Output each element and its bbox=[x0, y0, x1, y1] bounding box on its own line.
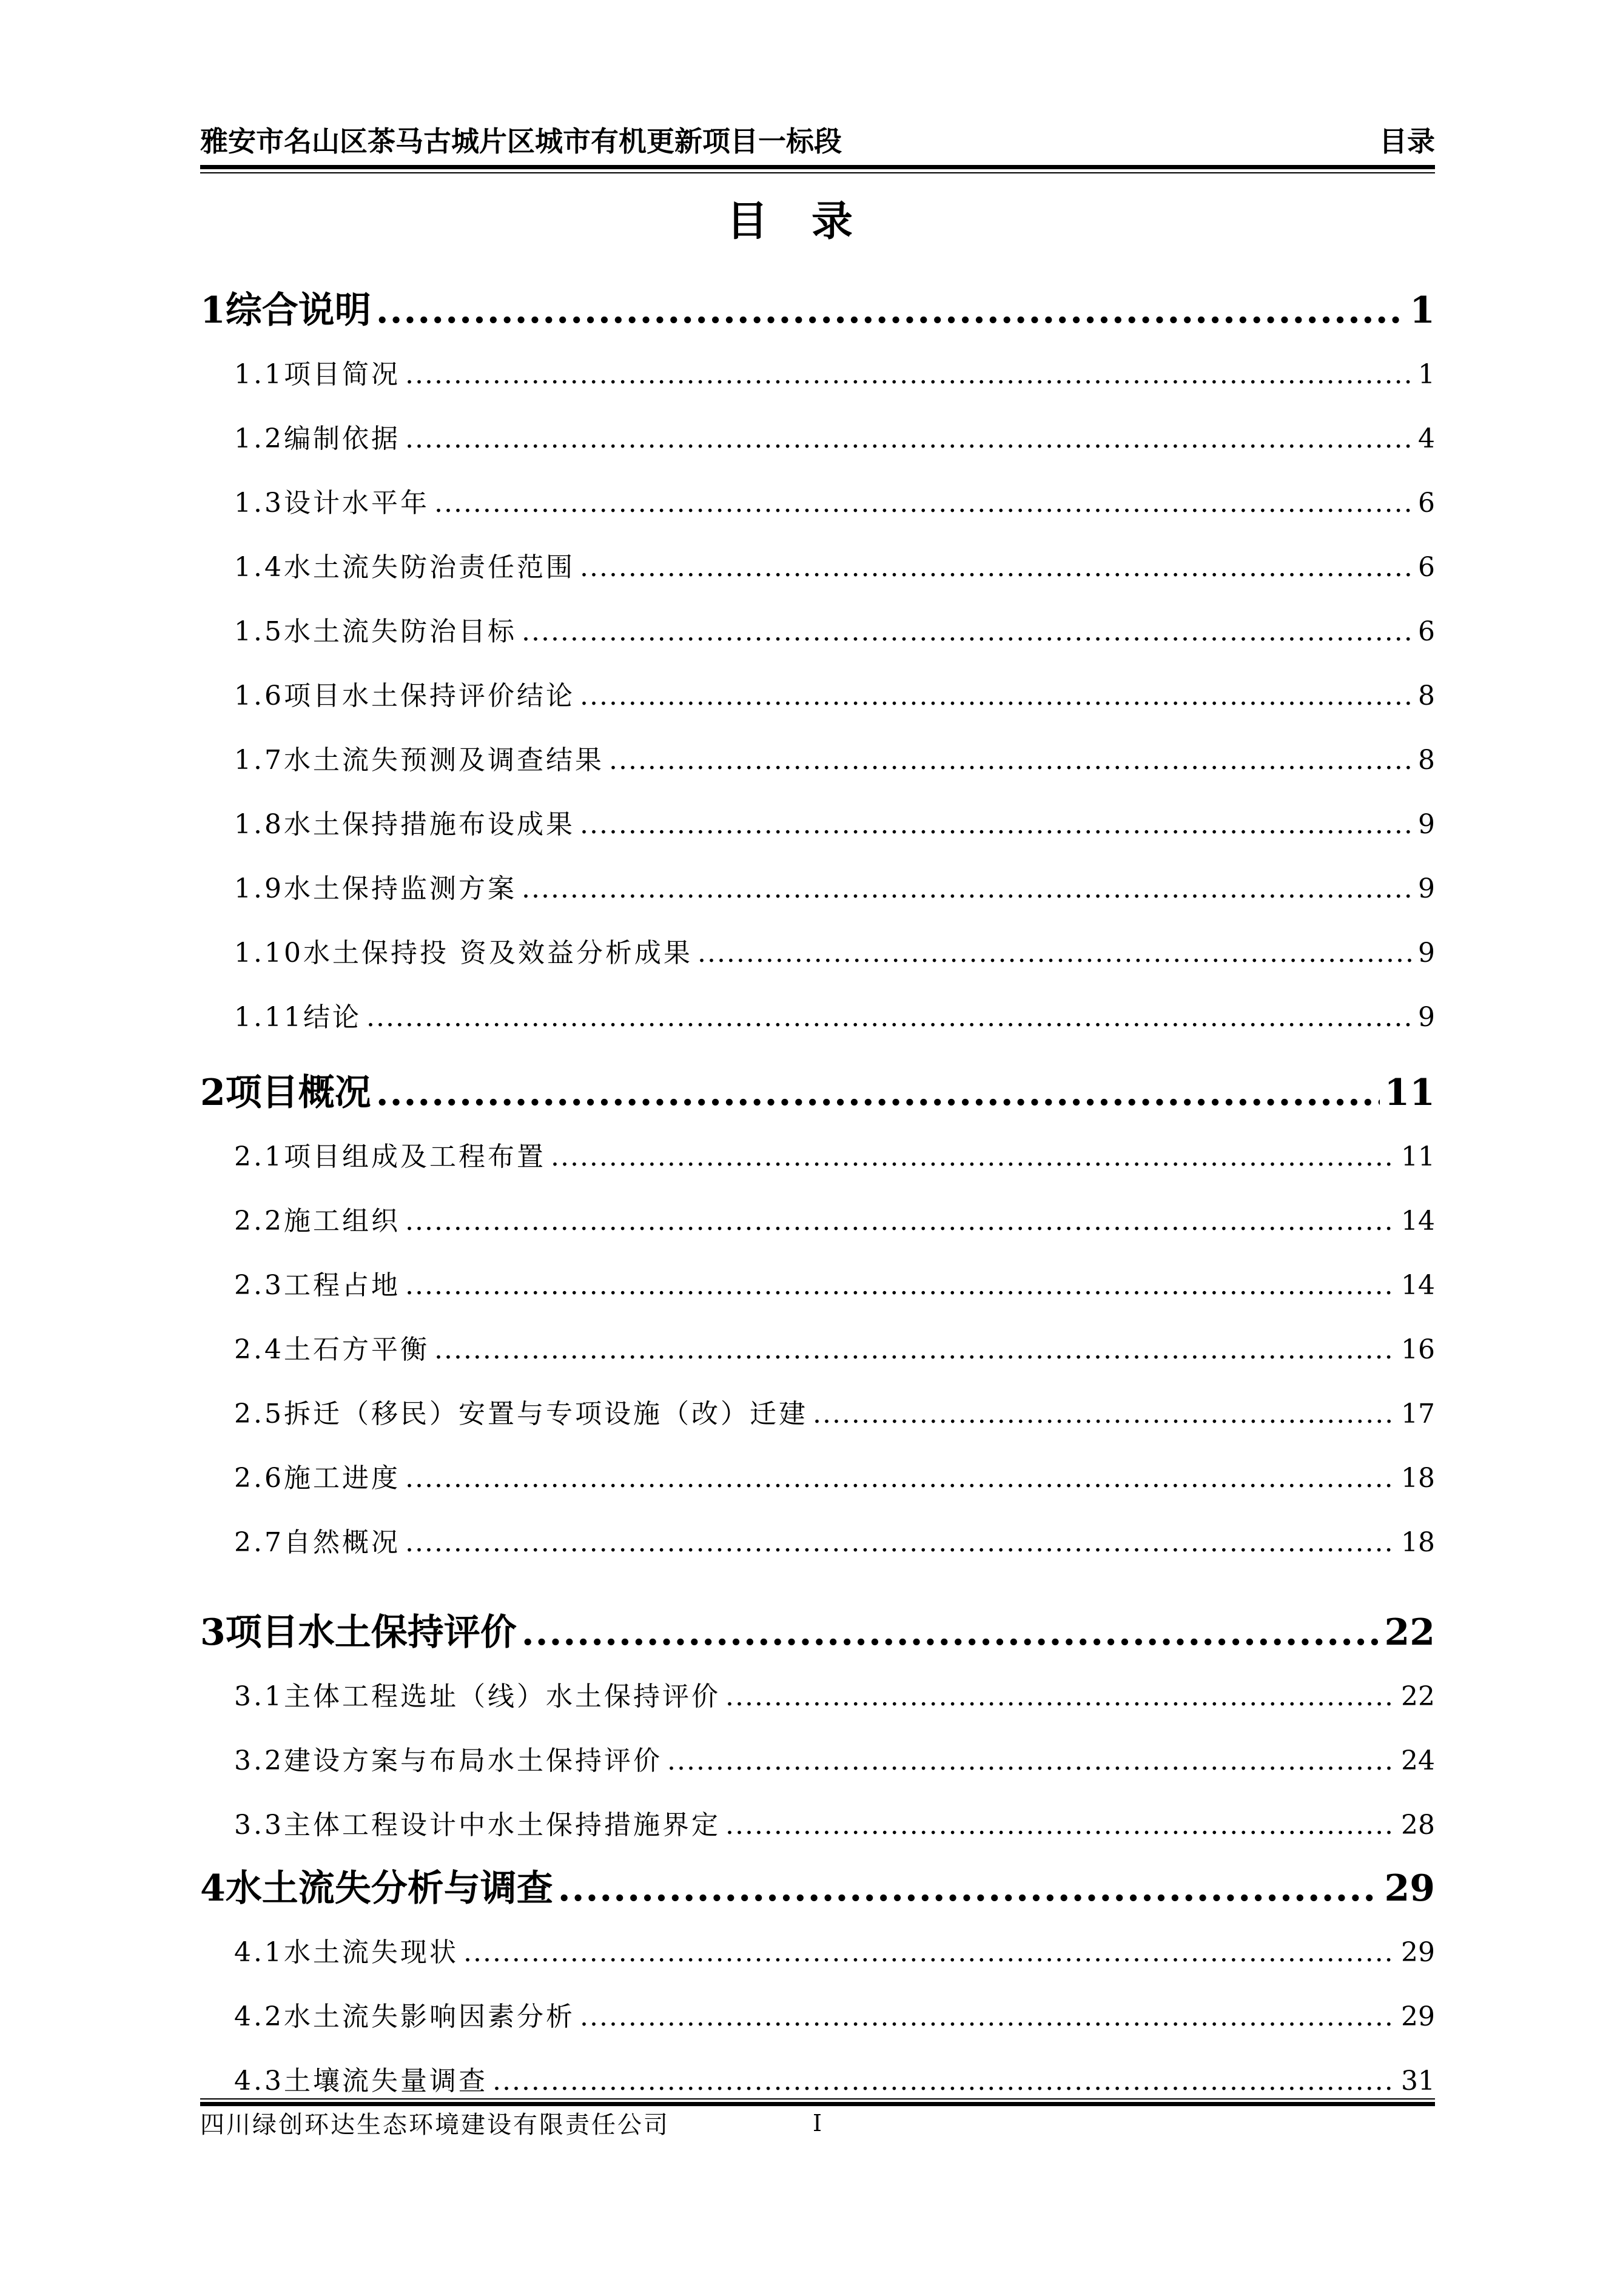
toc-entry-label: 项目水土保持评价 bbox=[225, 1611, 517, 1654]
toc-entry-label: 项目概况 bbox=[225, 1072, 371, 1114]
header-rule-thick bbox=[200, 165, 1435, 169]
toc-entry-label: 综合说明 bbox=[225, 289, 371, 332]
toc-entry-label: 建设方案与布局水土保持评价 bbox=[283, 1745, 662, 1776]
company-name: 四川绿创环达生态环境建设有限责任公司 bbox=[200, 2111, 670, 2139]
toc-leader-dots bbox=[376, 1071, 1380, 1115]
toc-section-entry[interactable] bbox=[200, 744, 1435, 777]
toc-entry-page: 6 bbox=[1418, 616, 1435, 647]
toc-entry-label: 项目水土保持评价结论 bbox=[283, 680, 575, 711]
toc-section-entry[interactable] bbox=[200, 551, 1435, 585]
toc-leader-dots bbox=[725, 1680, 1396, 1714]
toc-entry-page: 6 bbox=[1418, 488, 1435, 519]
toc-entry-page: 9 bbox=[1418, 873, 1435, 904]
toc-entry-number: 3.3 bbox=[234, 1810, 284, 1841]
toc-leader-dots bbox=[405, 1526, 1396, 1560]
toc-entry-number: 1.4 bbox=[234, 552, 284, 583]
toc-entry-page: 22 bbox=[1401, 1681, 1435, 1712]
toc-section-entry[interactable] bbox=[200, 808, 1435, 842]
toc-section-entry[interactable] bbox=[200, 1140, 1435, 1174]
toc-entry-page: 28 bbox=[1401, 1810, 1435, 1841]
toc-entry-page: 11 bbox=[1401, 1141, 1435, 1172]
toc-section-entry[interactable] bbox=[200, 1001, 1435, 1035]
toc-leader-dots bbox=[609, 744, 1413, 777]
toc-entry-label: 结论 bbox=[303, 1002, 361, 1033]
toc-entry-number: 1.5 bbox=[234, 616, 284, 647]
toc-leader-dots bbox=[405, 1269, 1396, 1303]
toc-entry-page: 9 bbox=[1418, 1002, 1435, 1033]
toc-section-entry[interactable] bbox=[200, 422, 1435, 456]
toc-leader-dots bbox=[522, 872, 1413, 906]
toc-entry-label: 水土流失影响因素分析 bbox=[283, 2001, 575, 2032]
toc-leader-dots bbox=[376, 289, 1405, 332]
toc-entry-page: 29 bbox=[1384, 1867, 1435, 1910]
toc-entry-page: 1 bbox=[1410, 289, 1435, 332]
toc-section-entry[interactable] bbox=[200, 1333, 1435, 1367]
toc-leader-dots bbox=[405, 1204, 1396, 1238]
toc-entry-page: 22 bbox=[1384, 1611, 1435, 1654]
toc-entry-page: 18 bbox=[1401, 1527, 1435, 1558]
toc-section-entry[interactable] bbox=[200, 1936, 1435, 1970]
toc-entry-number: 2.2 bbox=[234, 1206, 284, 1237]
toc-entry-label: 水土流失现状 bbox=[283, 1937, 459, 1968]
toc-leader-dots bbox=[405, 1462, 1396, 1495]
toc-chapter-entry[interactable] bbox=[200, 1071, 1435, 1115]
toc-entry-label: 自然概况 bbox=[283, 1527, 400, 1558]
toc-leader-dots bbox=[366, 1001, 1413, 1035]
toc-entry-page: 18 bbox=[1401, 1463, 1435, 1494]
toc-section-entry[interactable] bbox=[200, 2064, 1435, 2098]
page-number: I bbox=[813, 2110, 822, 2137]
toc-entry-number: 1.1 bbox=[234, 359, 284, 390]
toc-entry-number: 1.6 bbox=[234, 680, 284, 711]
toc-section-entry[interactable] bbox=[200, 1744, 1435, 1778]
toc-entry-page: 4 bbox=[1418, 423, 1435, 454]
toc-entry-number: 1.2 bbox=[234, 423, 284, 454]
toc-leader-dots bbox=[580, 2000, 1396, 2034]
toc-entry-number: 2.5 bbox=[234, 1398, 284, 1429]
toc-entry-label: 水土流失防治目标 bbox=[283, 616, 517, 647]
toc-section-entry[interactable] bbox=[200, 358, 1435, 392]
toc-section-entry[interactable] bbox=[200, 1269, 1435, 1303]
toc-entry-page: 14 bbox=[1401, 1270, 1435, 1301]
toc-leader-dots bbox=[580, 551, 1413, 585]
toc-leader-dots bbox=[725, 1808, 1396, 1842]
toc-entry-label: 编制依据 bbox=[283, 423, 400, 454]
toc-leader-dots bbox=[405, 358, 1413, 392]
toc-entry-number: 1 bbox=[200, 289, 226, 332]
toc-entry-label: 水土保持投 资及效益分析成果 bbox=[303, 938, 693, 968]
toc-entry-number: 1.10 bbox=[234, 938, 303, 968]
toc-entry-label: 施工组织 bbox=[283, 1206, 400, 1237]
toc-entry-number: 2.4 bbox=[234, 1334, 284, 1365]
toc-entry-page: 16 bbox=[1401, 1334, 1435, 1365]
toc-entry-number: 2.1 bbox=[234, 1141, 284, 1172]
toc-section-entry[interactable] bbox=[200, 1680, 1435, 1714]
toc-section-entry[interactable] bbox=[200, 1204, 1435, 1238]
toc-entry-label: 项目简况 bbox=[283, 359, 400, 390]
toc-entry-label: 水土流失防治责任范围 bbox=[283, 552, 575, 583]
toc-chapter-entry[interactable] bbox=[200, 1611, 1435, 1654]
toc-section-entry[interactable] bbox=[200, 1808, 1435, 1842]
toc-entry-number: 2 bbox=[200, 1072, 226, 1114]
toc-entry-label: 水土保持措施布设成果 bbox=[283, 809, 575, 840]
toc-leader-dots bbox=[580, 808, 1413, 842]
toc-leader-dots bbox=[434, 1333, 1396, 1367]
toc-section-entry[interactable] bbox=[200, 936, 1435, 970]
toc-entry-page: 29 bbox=[1401, 1937, 1435, 1968]
toc-section-entry[interactable] bbox=[200, 872, 1435, 906]
toc-entry-number: 4 bbox=[200, 1867, 226, 1910]
toc-entry-page: 8 bbox=[1418, 680, 1435, 711]
toc-entry-number: 2.3 bbox=[234, 1270, 284, 1301]
toc-leader-dots bbox=[580, 679, 1413, 713]
toc-chapter-entry[interactable] bbox=[200, 289, 1435, 332]
toc-leader-dots bbox=[667, 1744, 1396, 1778]
toc-leader-dots bbox=[463, 1936, 1396, 1970]
toc-entry-label: 水土保持监测方案 bbox=[283, 873, 517, 904]
toc-section-entry[interactable] bbox=[200, 1462, 1435, 1495]
toc-entry-page: 14 bbox=[1401, 1206, 1435, 1237]
toc-section-entry[interactable] bbox=[200, 2000, 1435, 2034]
toc-entry-label: 主体工程设计中水土保持措施界定 bbox=[283, 1810, 721, 1841]
toc-entry-number: 3 bbox=[200, 1611, 226, 1654]
toc-entry-page: 9 bbox=[1418, 809, 1435, 840]
toc-entry-label: 主体工程选址（线）水土保持评价 bbox=[283, 1681, 721, 1712]
toc-entry-page: 31 bbox=[1401, 2066, 1435, 2096]
toc-chapter-entry[interactable] bbox=[200, 1867, 1435, 1910]
toc-entry-label: 水土流失分析与调查 bbox=[225, 1867, 553, 1910]
toc-entry-number: 4.3 bbox=[234, 2066, 284, 2096]
toc-leader-dots bbox=[434, 486, 1413, 520]
toc-entry-number: 1.8 bbox=[234, 809, 284, 840]
toc-leader-dots bbox=[405, 422, 1413, 456]
header-rule-thin bbox=[200, 172, 1435, 173]
section-name: 目录 bbox=[1379, 125, 1435, 158]
toc-leader-dots bbox=[697, 936, 1413, 970]
toc-entry-label: 项目组成及工程布置 bbox=[283, 1141, 546, 1172]
toc-entry-page: 8 bbox=[1418, 745, 1435, 776]
toc-entry-label: 水土流失预测及调查结果 bbox=[283, 745, 604, 776]
toc-section-entry[interactable] bbox=[200, 1526, 1435, 1560]
toc-entry-number: 4.2 bbox=[234, 2001, 284, 2032]
toc-entry-number: 3.1 bbox=[234, 1681, 284, 1712]
document-title: 雅安市名山区茶马古城片区城市有机更新项目一标段 bbox=[200, 125, 842, 158]
toc-section-entry[interactable] bbox=[200, 679, 1435, 713]
toc-entry-page: 17 bbox=[1401, 1398, 1435, 1429]
toc-entry-page: 1 bbox=[1418, 359, 1435, 390]
toc-section-entry[interactable] bbox=[200, 1397, 1435, 1431]
toc-leader-dots bbox=[522, 1611, 1380, 1654]
toc-entry-number: 4.1 bbox=[234, 1937, 284, 1968]
toc-entry-number: 1.9 bbox=[234, 873, 284, 904]
toc-entry-number: 2.7 bbox=[234, 1527, 284, 1558]
page-header bbox=[200, 115, 1435, 164]
toc-entry-label: 设计水平年 bbox=[283, 488, 429, 519]
toc-entry-label: 施工进度 bbox=[283, 1463, 400, 1494]
toc-entry-number: 1.11 bbox=[234, 1002, 303, 1033]
toc-entry-number: 1.7 bbox=[234, 745, 284, 776]
toc-entry-page: 24 bbox=[1401, 1745, 1435, 1776]
toc-leader-dots bbox=[558, 1867, 1380, 1910]
footer-rule-thick bbox=[200, 2102, 1435, 2106]
toc-entry-page: 29 bbox=[1401, 2001, 1435, 2032]
toc-entry-page: 6 bbox=[1418, 552, 1435, 583]
toc-leader-dots bbox=[492, 2064, 1396, 2098]
toc-entry-number: 1.3 bbox=[234, 488, 284, 519]
footer-rule-thin bbox=[200, 2098, 1435, 2100]
toc-entry-label: 土壤流失量调查 bbox=[283, 2066, 488, 2096]
toc-leader-dots bbox=[522, 615, 1413, 649]
toc-entry-page: 11 bbox=[1384, 1072, 1435, 1114]
toc-entry-number: 2.6 bbox=[234, 1463, 284, 1494]
toc-entry-label: 工程占地 bbox=[283, 1270, 400, 1301]
toc-leader-dots bbox=[813, 1397, 1396, 1431]
toc-section-entry[interactable] bbox=[200, 615, 1435, 649]
page-title: 目录 bbox=[726, 198, 896, 246]
toc-entry-page: 9 bbox=[1418, 938, 1435, 968]
toc-leader-dots bbox=[551, 1140, 1396, 1174]
toc-section-entry[interactable] bbox=[200, 486, 1435, 520]
toc-entry-label: 拆迁（移民）安置与专项设施（改）迁建 bbox=[283, 1398, 808, 1429]
toc-entry-number: 3.2 bbox=[234, 1745, 284, 1776]
toc-entry-label: 土石方平衡 bbox=[283, 1334, 429, 1365]
